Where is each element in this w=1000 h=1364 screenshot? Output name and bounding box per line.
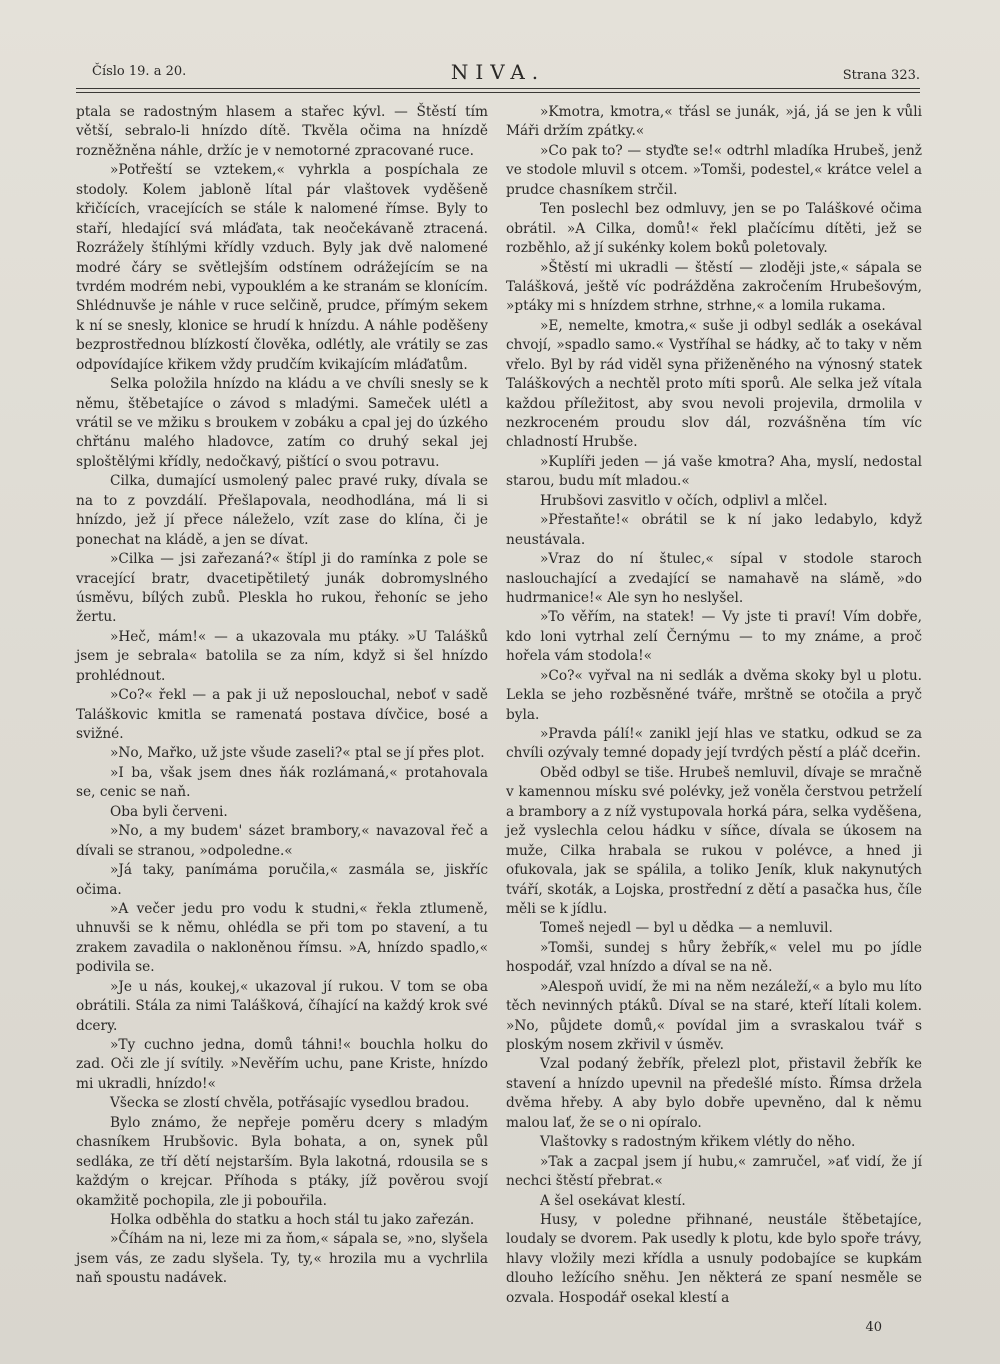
paragraph: »Kmotra, kmotra,« třásl se junák, »já, já se jen k vůli Máři držím zpátky.« [506, 104, 922, 140]
paragraph: »Co?« vyřval na ni sedlák a dvěma skoky byl u plotu. Lekla se jeho rozběsněné tváře, mrštně se otočila a pryč byla. [506, 667, 922, 723]
paragraph: »No, a my budem' sázet brambory,« navazoval řeč a dívali se stranou, »odpoledne.« [76, 823, 488, 859]
paragraph: »Co pak to? — styďte se!« odtrhl mladíka Hrubeš, jenž ve stodole mluvil s otcem. »Tomši, podestel,« krátce velel a prudce chasníkem strčil. [506, 142, 922, 198]
paragraph: Všecka se zlostí chvěla, potřásajíc vysedlou bradou. [110, 1095, 470, 1112]
paragraph: »Heč, mám!« — a ukazovala mu ptáky. »U Talášků jsem je sebrala« batolila se za ním, když si šel hnízdo prohlédnout. [76, 628, 488, 684]
paragraph: »To věřím, na statek! — Vy jste ti praví! Vím dobře, kdo loni vytrhal zelí Černýmu — to my známe, a proč hořela vám stodola!« [506, 609, 922, 665]
paragraph: Ten poslechl bez odmluvy, jen se po Taláškové očima obrátil. »A Cilka, domů!« řekl plačícímu dítěti, jež se rozběhlo, až jí sukénky kolem boků poletovaly. [506, 201, 922, 257]
paragraph: Vlaštovky s radostným křikem vlétly do něho. [540, 1134, 856, 1151]
folio-number: 40 [865, 1320, 882, 1335]
paragraph: »Je u nás, koukej,« ukazoval jí rukou. V tom se oba obrátili. Stála za nimi Talášková, číhající na každý krok své dcery. [76, 978, 488, 1034]
page-number: Strana 323. [842, 68, 920, 83]
paragraph: »Cilka — jsi zařezaná?« štípl ji do ramínka z pole se vracející bratr, dvacetipětiletý junák dobromyslného úsměvu, bílých zubů. Pleskla ho rukou, řehoníc se jeho žertu. [76, 551, 488, 626]
paragraph: Husy, v poledne přihnané, neustále štěbetajíce, loudaly se dvorem. Pak usedly k plotu, kde bylo spoře trávy, hlavy vložily mezi křídla a usnuly podobajíce se kupkám dlouho ležícího sněhu. Jen některá ze spaní nesměle se ozvala. Hospodář osekal klestí a [506, 1211, 922, 1306]
paragraph: »Tomši, sundej s hůry žebřík,« velel mu po jídle hospodář, vzal hnízdo a díval se na ně. [506, 939, 922, 976]
header-rule-double [76, 92, 920, 93]
paragraph: »Kuplíři jeden — já vaše kmotra? Aha, myslí, nedostal starou, budu mít mladou.« [506, 453, 922, 490]
paragraph: »Přestaňte!« obrátil se k ní jako ledabylo, když neustávala. [506, 512, 922, 548]
paragraph: Selka položila hnízdo na kládu a ve chvíli snesly se k němu, štěbetajíce o závod s mladými. Sameček ulétl a vrátil se ve mžiku s broukem v zobáku a cpal jej do úzkého chřtánu malého hladovce, zatím co druhý sekal jej sploštělými křídly, nedočkavý, pištící o svou potravu. [76, 376, 488, 470]
page-header [76, 60, 920, 86]
paragraph: Oba byli červeni. [110, 803, 228, 820]
paragraph: Bylo známo, že nepřeje poměru dcery s mladým chasníkem Hrubšovic. Byla bohata, a on, synek půl sedláka, ze tří dětí nejstarším. Byla lakotná, rdousila se s každým o krejcar. Příhoda s ptáky, jíž pověrou svojí okamžitě pochopila, zle ji pobouřila. [76, 1114, 488, 1209]
paragraph: »Co?« řekl — a pak ji už neposlouchal, neboť v sadě Taláškovic kmitla se ramenatá postava dívčice, bosé a svižné. [76, 687, 488, 742]
paragraph: Tomeš nejedl — byl u dědka — a nemluvil. [540, 920, 833, 937]
paragraph: ptala se radostným hlasem a stařec kývl. — Štěstí tím větší, sebralo-li hnízdo dítě. Tkvěla očima na hnízdě rozněžněna náhle, držíc je v nemotorné zpracované ruce. [76, 104, 488, 159]
paragraph: »I ba, však jsem dnes ňák rozlámaná,« protahovala se, cenic se naň. [76, 764, 488, 801]
paragraph: Vzal podaný žebřík, přelezl plot, přistavil žebřík ke stavení a hnízdo upevnil na předešlé místo. Římsa držela dvěma hřeby. A aby bylo dobře upevněno, dal k němu malou lať, že se o ni opíralo. [506, 1056, 922, 1131]
paragraph: »Potřeští se vztekem,« vyhrkla a pospíchala ze stodoly. Kolem jabloně lítal pár vlaštovek vyděšeně křičících, vracejících se stále k nalomené římse. Byly to staří, hledající svá mláďata, tak neočekávaně ztracená. Rozrážely štíhlými křídly vzduch. Byly jak dvě nalomené modré čáry se světlejším odstínem odrážejícím se na tvrdém modrém nebi, vypouklém a ke stranám se klonícím. Shlédnuvše je náhle v ruce selčině, prudce, přímým sekem k ní se snesly, klonice se hrudí k hnízdu. A náhle poděšeny bezprostřednou blízkostí člověka, odlétly, ale vrátily se zas odpovídajíce křikem vždy prudčím kvikajícím mláďatům. [76, 162, 488, 373]
paragraph: »Číhám na ni, leze mi za ňom,« sápala se, »no, slyšela jsem vás, ze zadu slyšela. Ty, ty,« hrozila mu a vychrlila naň spoustu nadávek. [76, 1231, 488, 1287]
journal-title: NIVA. [450, 60, 546, 84]
paragraph: Hrubšovi zasvitlo v očích, odplivl a mlčel. [540, 492, 828, 509]
right-column [506, 103, 922, 1308]
paragraph: »Tak a zacpal jsem jí hubu,« zamručel, »ať vidí, že jí nechci štěstí přebrat.« [506, 1153, 922, 1190]
paragraph: »Já taky, panímáma poručila,« zasmála se, jiskříc očima. [76, 862, 488, 898]
paragraph: »Štěstí mi ukradli — štěstí — zloději jste,« sápala se Talášková, ještě víc podrážděna zakročením Hrubešovým, »ptáky mi s hnízdem strhne, strhne,« a lomila rukama. [506, 259, 922, 315]
paragraph: Cilka, dumající usmolený palec pravé ruky, dívala se na to z povzdálí. Přešlapovala, neodhodlána, má li si hnízdo, jež jí přece náleželo, vzít zase do klína, či je ponechat na kládě, a jen se dívat. [76, 473, 488, 548]
paragraph: »Ty cuchno jedna, domů táhni!« bouchla holku do zad. Oči zle jí svítily. »Nevěřím uchu, pane Kriste, hnízdo mi ukradli, hnízdo!« [76, 1037, 488, 1092]
paragraph: »No, Mařko, už jste všude zaseli?« ptal se jí přes plot. [110, 745, 485, 762]
paragraph: »Vraz do ní štulec,« sípal v stodole staroch naslouchající a zvedající se namahavě na slámě, »do hudrmanice!« Ale syn ho neslyšel. [506, 551, 922, 606]
paragraph: »Pravda pálí!« zanikl její hlas ve statku, odkud se za chvíli ozývaly temné dopady její tvrdých pěstí a pláč dceřin. [506, 726, 922, 762]
paragraph: A šel osekávat klestí. [540, 1192, 686, 1209]
issue-number: Číslo 19. a 20. [92, 64, 187, 79]
header-rule [76, 88, 920, 89]
paragraph: »A večer jedu pro vodu k studni,« řekla ztlumeně, uhnuvši se k němu, ohlédla se při tom po stavení, a tu zrakem zavadila o nakloněnou římsu. »A, hnízdo spadlo,« podivila se. [76, 900, 488, 976]
paragraph: »Alespoň uvidí, že mi na něm nezáleží,« a bylo mu líto těch nevinných ptáků. Díval se na staré, kteří lítali kolem. »No, půjdete domů,« povídal jim a svraskalou tvář s ploským nosem zkřivil v úsměv. [506, 978, 922, 1053]
paragraph: »E, nemelte, kmotra,« suše ji odbyl sedlák a osekával chvojí, »spadlo samo.« Vystříhal se hádky, ač to taky v něm vřelo. Byl by rád viděl syna přiženěného na výnosný statek Taláškových a nechtěl proto míti sporů. Ale selka jež vítala každou příležitost, aby svou nevoli projevila, drmolila v nezkroceném proudu slov dál, rozvášněna tím víc chladností Hrubše. [506, 317, 922, 451]
paragraph: Holka odběhla do statku a hoch stál tu jako zařezán. [110, 1211, 475, 1228]
paragraph: Oběd odbyl se tiše. Hrubeš nemluvil, dívaje se mračně v kamennou mísku své polévky, jež voněla čerstvou petrželí a brambory a z níž vystupovala horká pára, selka vyděšena, jež vyslechla celou hádku v síňce, dívala se úkosem na muže, Cilka hrabala se rukou v polévce, a hned ji ofukovala, jak se spálila, a toliko Jeník, kluk nakynutých tváří, skoták, a Lojska, prostřední z dětí a pasačka hus, číle měli se k jídlu. [506, 764, 922, 917]
left-column [76, 103, 488, 1289]
